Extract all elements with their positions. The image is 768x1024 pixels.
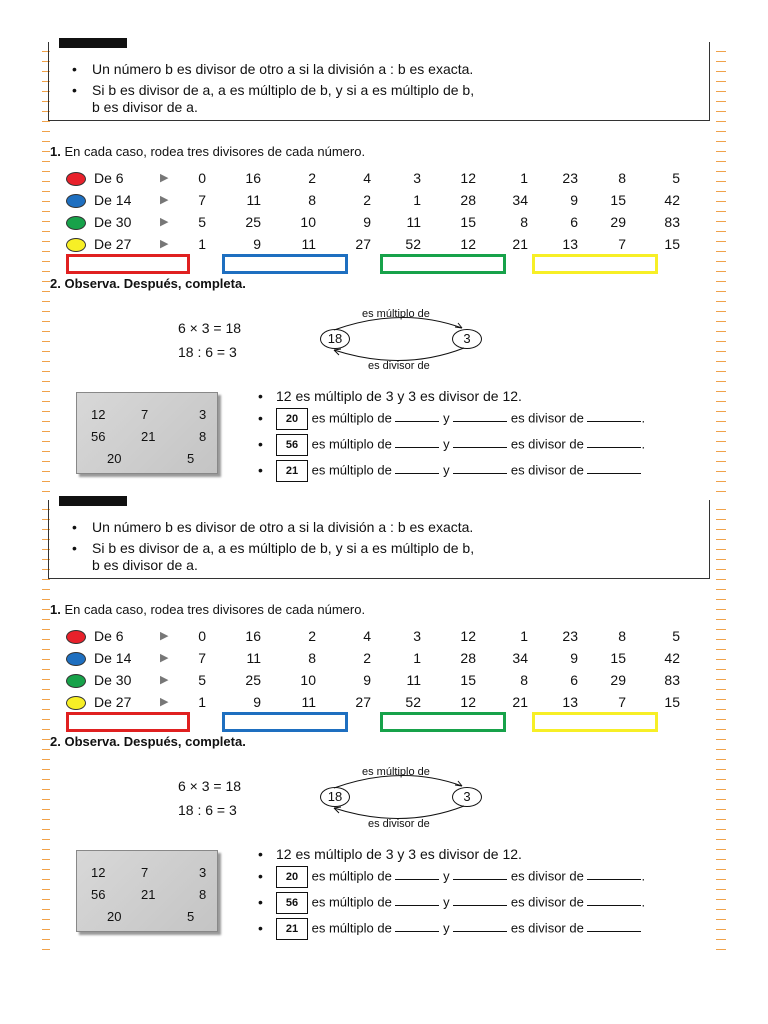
number-box: 56: [276, 892, 308, 914]
exercise-2-title: 2. Observa. Después, completa.: [50, 276, 246, 291]
green-circle-icon: [66, 216, 86, 230]
blank-field[interactable]: [395, 437, 439, 448]
number-box: 21: [276, 918, 308, 940]
blank-field[interactable]: [453, 437, 507, 448]
arrow-icon: ▶: [160, 630, 169, 642]
blank-field[interactable]: [587, 437, 641, 448]
recuerda-tag: [59, 496, 127, 506]
exercise-1-title: 1. En cada caso, rodea tres divisores de cada número.: [50, 602, 366, 617]
answer-box-red[interactable]: [66, 712, 190, 732]
blank-field[interactable]: [395, 921, 439, 932]
arrow-icon: ▶: [160, 652, 169, 664]
answer-box-blue[interactable]: [222, 712, 348, 732]
blank-field[interactable]: [587, 921, 641, 932]
number-box: 20: [276, 866, 308, 888]
blank-field[interactable]: [453, 411, 507, 422]
answer-box-green[interactable]: [380, 712, 506, 732]
answer-box-red[interactable]: [66, 254, 190, 274]
equation-division: 18 : 6 = 3: [178, 802, 237, 818]
blue-circle-icon: [66, 194, 86, 208]
blank-field[interactable]: [453, 921, 507, 932]
number-box: 20: [276, 408, 308, 430]
green-circle-icon: [66, 674, 86, 688]
exercise-1-title: 1. En cada caso, rodea tres divisores de cada número.: [50, 144, 366, 159]
blank-field[interactable]: [395, 869, 439, 880]
equation-multiplication: 6 × 3 = 18: [178, 778, 242, 794]
arrow-icon: ▶: [160, 674, 169, 686]
number-card: 12 7 3 56 21 8 20 5: [76, 850, 218, 932]
multiple-divisor-cycle: es múltiplo de 18 3 es divisor de: [312, 308, 492, 373]
answer-box-blue[interactable]: [222, 254, 348, 274]
red-circle-icon: [66, 630, 86, 644]
arrow-icon: ▶: [160, 216, 169, 228]
multiple-divisor-cycle: es múltiplo de 18 3 es divisor de: [312, 766, 492, 831]
equation-division: 18 : 6 = 3: [178, 344, 237, 360]
arrow-icon: ▶: [160, 238, 169, 250]
blank-field[interactable]: [453, 869, 507, 880]
blank-field[interactable]: [453, 463, 507, 474]
blank-field[interactable]: [587, 895, 641, 906]
number-box: 56: [276, 434, 308, 456]
blank-field[interactable]: [587, 463, 641, 474]
arrow-icon: ▶: [160, 172, 169, 184]
blank-field[interactable]: [395, 895, 439, 906]
worksheet-copy-1: • Un número b es divisor de otro a si la división a : b es exacta. • Si b es divisor de a, a es múltiplo de b, y si a es múltiplo de b, b es divisor de a. 1. En cada caso, rodea tres divisores de cada número. De 6 ▶ 0 16 2 4 3 12 1 23 8 5 De 14 ▶ 7 11 8 2 1 28 34 9 15 42 De 30 ▶ 5 25 10 9 11 15 8 6 29 83 De 27 ▶ 1 9 11 27 52 12 21 13 7 15 2. Observa. Después, completa. 6 × 3 = 18 18 : 6 = 3 es múltiplo de 18 3 es divisor de 12 7 3 56 21 8 20 5 • 12 es múltiplo de 3 y 3 es divisor de 12. • 20 es múltiplo de y es divisor de . • 56 es múltiplo de y es divisor de . • 21 es múltiplo de y es divisor de: [0, 42, 768, 497]
blank-field[interactable]: [395, 463, 439, 474]
yellow-circle-icon: [66, 238, 86, 252]
arrow-icon: ▶: [160, 194, 169, 206]
yellow-circle-icon: [66, 696, 86, 710]
answer-box-green[interactable]: [380, 254, 506, 274]
equation-multiplication: 6 × 3 = 18: [178, 320, 242, 336]
arrow-icon: ▶: [160, 696, 169, 708]
number-box: 21: [276, 460, 308, 482]
right-margin-ruler: [716, 42, 726, 497]
recuerda-tag: [59, 38, 127, 48]
red-circle-icon: [66, 172, 86, 186]
number-card: 12 7 3 56 21 8 20 5: [76, 392, 218, 474]
blue-circle-icon: [66, 652, 86, 666]
right-margin-ruler: [716, 500, 726, 955]
exercise-2-title: 2. Observa. Después, completa.: [50, 734, 246, 749]
blank-field[interactable]: [395, 411, 439, 422]
worksheet-copy-2: • Un número b es divisor de otro a si la división a : b es exacta. • Si b es divisor de a, a es múltiplo de b, y si a es múltiplo de b, b es divisor de a. 1. En cada caso, rodea tres divisores de cada número. De 6 ▶ 0 16 2 4 3 12 1 23 8 5 De 14 ▶ 7 11 8 2 1 28 34 9 15 42 De 30 ▶ 5 25 10 9 11 15 8 6 29 83 De 27 ▶ 1 9 11 27 52 12 21 13 7 15 2. Observa. Después, completa. 6 × 3 = 18 18 : 6 = 3 es múltiplo de 18 3 es divisor de 12 7 3 56 21 8 20 5 • 12 es múltiplo de 3 y 3 es divisor de 12. • 20 es múltiplo de y es divisor de . • 56 es múltiplo de y es divisor de . • 21 es múltiplo de y es divisor de: [0, 500, 768, 955]
blank-field[interactable]: [453, 895, 507, 906]
blank-field[interactable]: [587, 869, 641, 880]
blank-field[interactable]: [587, 411, 641, 422]
answer-box-yellow[interactable]: [532, 254, 658, 274]
answer-box-yellow[interactable]: [532, 712, 658, 732]
